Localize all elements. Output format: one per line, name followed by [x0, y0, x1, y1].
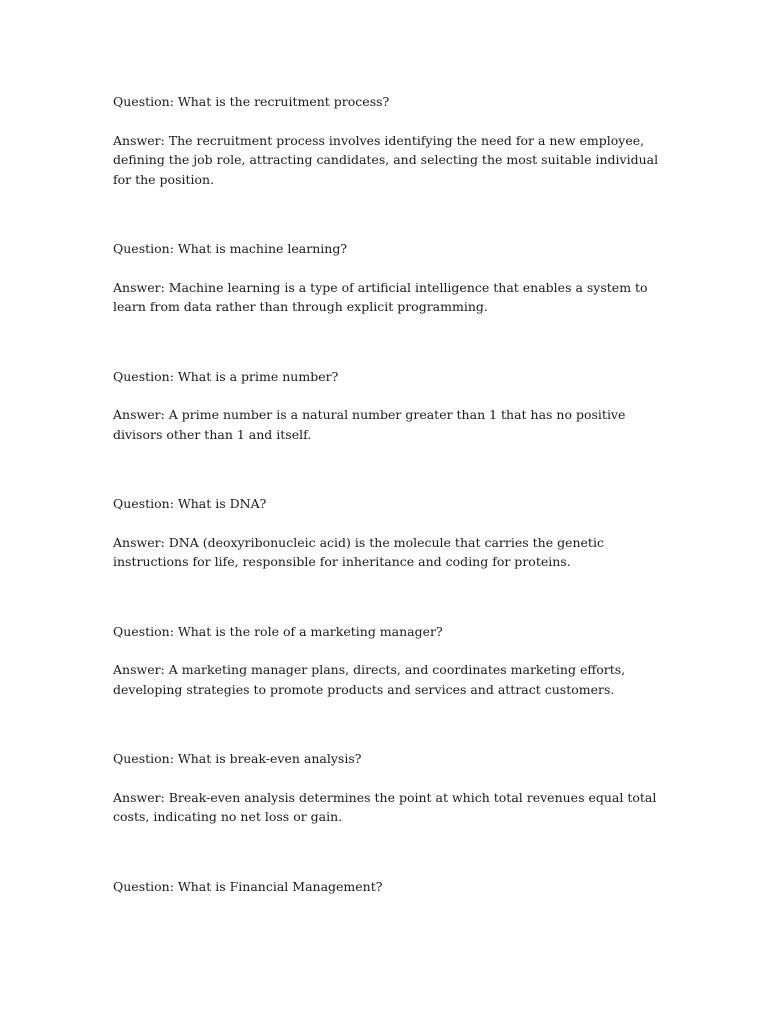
qa-item-marketing-manager: [113, 622, 673, 700]
answer-text: Answer: Machine learning is a type of artificial intelligence that enables a system to learn from data rather than through explicit programming.: [113, 279, 648, 314]
qa-item-break-even: [113, 749, 673, 827]
question-text: Question: What is a prime number?: [113, 368, 339, 384]
answer-text: Answer: DNA (deoxyribonucleic acid) is the molecule that carries the genetic instructions for life, responsible for inheritance and coding for proteins.: [113, 534, 604, 569]
question-text: Question: What is Financial Management?: [113, 878, 383, 894]
qa-item-prime-number: [113, 367, 673, 445]
qa-item-financial-management: [113, 877, 673, 897]
document-page: [113, 92, 673, 946]
question-text: Question: What is DNA?: [113, 496, 267, 511]
question-text: Question: What is the recruitment process?: [113, 94, 390, 109]
question-text: Question: What is machine learning?: [113, 241, 348, 256]
answer-text: Answer: A prime number is a natural number greater than 1 that has no positive divisors other than 1 and itself.: [113, 407, 626, 442]
answer-text: Answer: A marketing manager plans, directs, and coordinates marketing efforts, developing strategies to promote products and services and attract customers.: [113, 662, 626, 697]
answer-text: Answer: Break-even analysis determines the point at which total revenues equal total costs, indicating no net loss or gain.: [113, 789, 657, 824]
question-text: Question: What is the role of a marketing manager?: [113, 623, 443, 639]
question-text: Question: What is break-even analysis?: [113, 751, 362, 766]
qa-item-recruitment: [113, 92, 673, 189]
answer-text: Answer: The recruitment process involves identifying the need for a new employee, defining the job role, attracting candidates, and selecting the most suitable individual for the position.: [113, 132, 659, 187]
qa-item-machine-learning: [113, 239, 673, 317]
qa-item-dna: [113, 494, 673, 572]
